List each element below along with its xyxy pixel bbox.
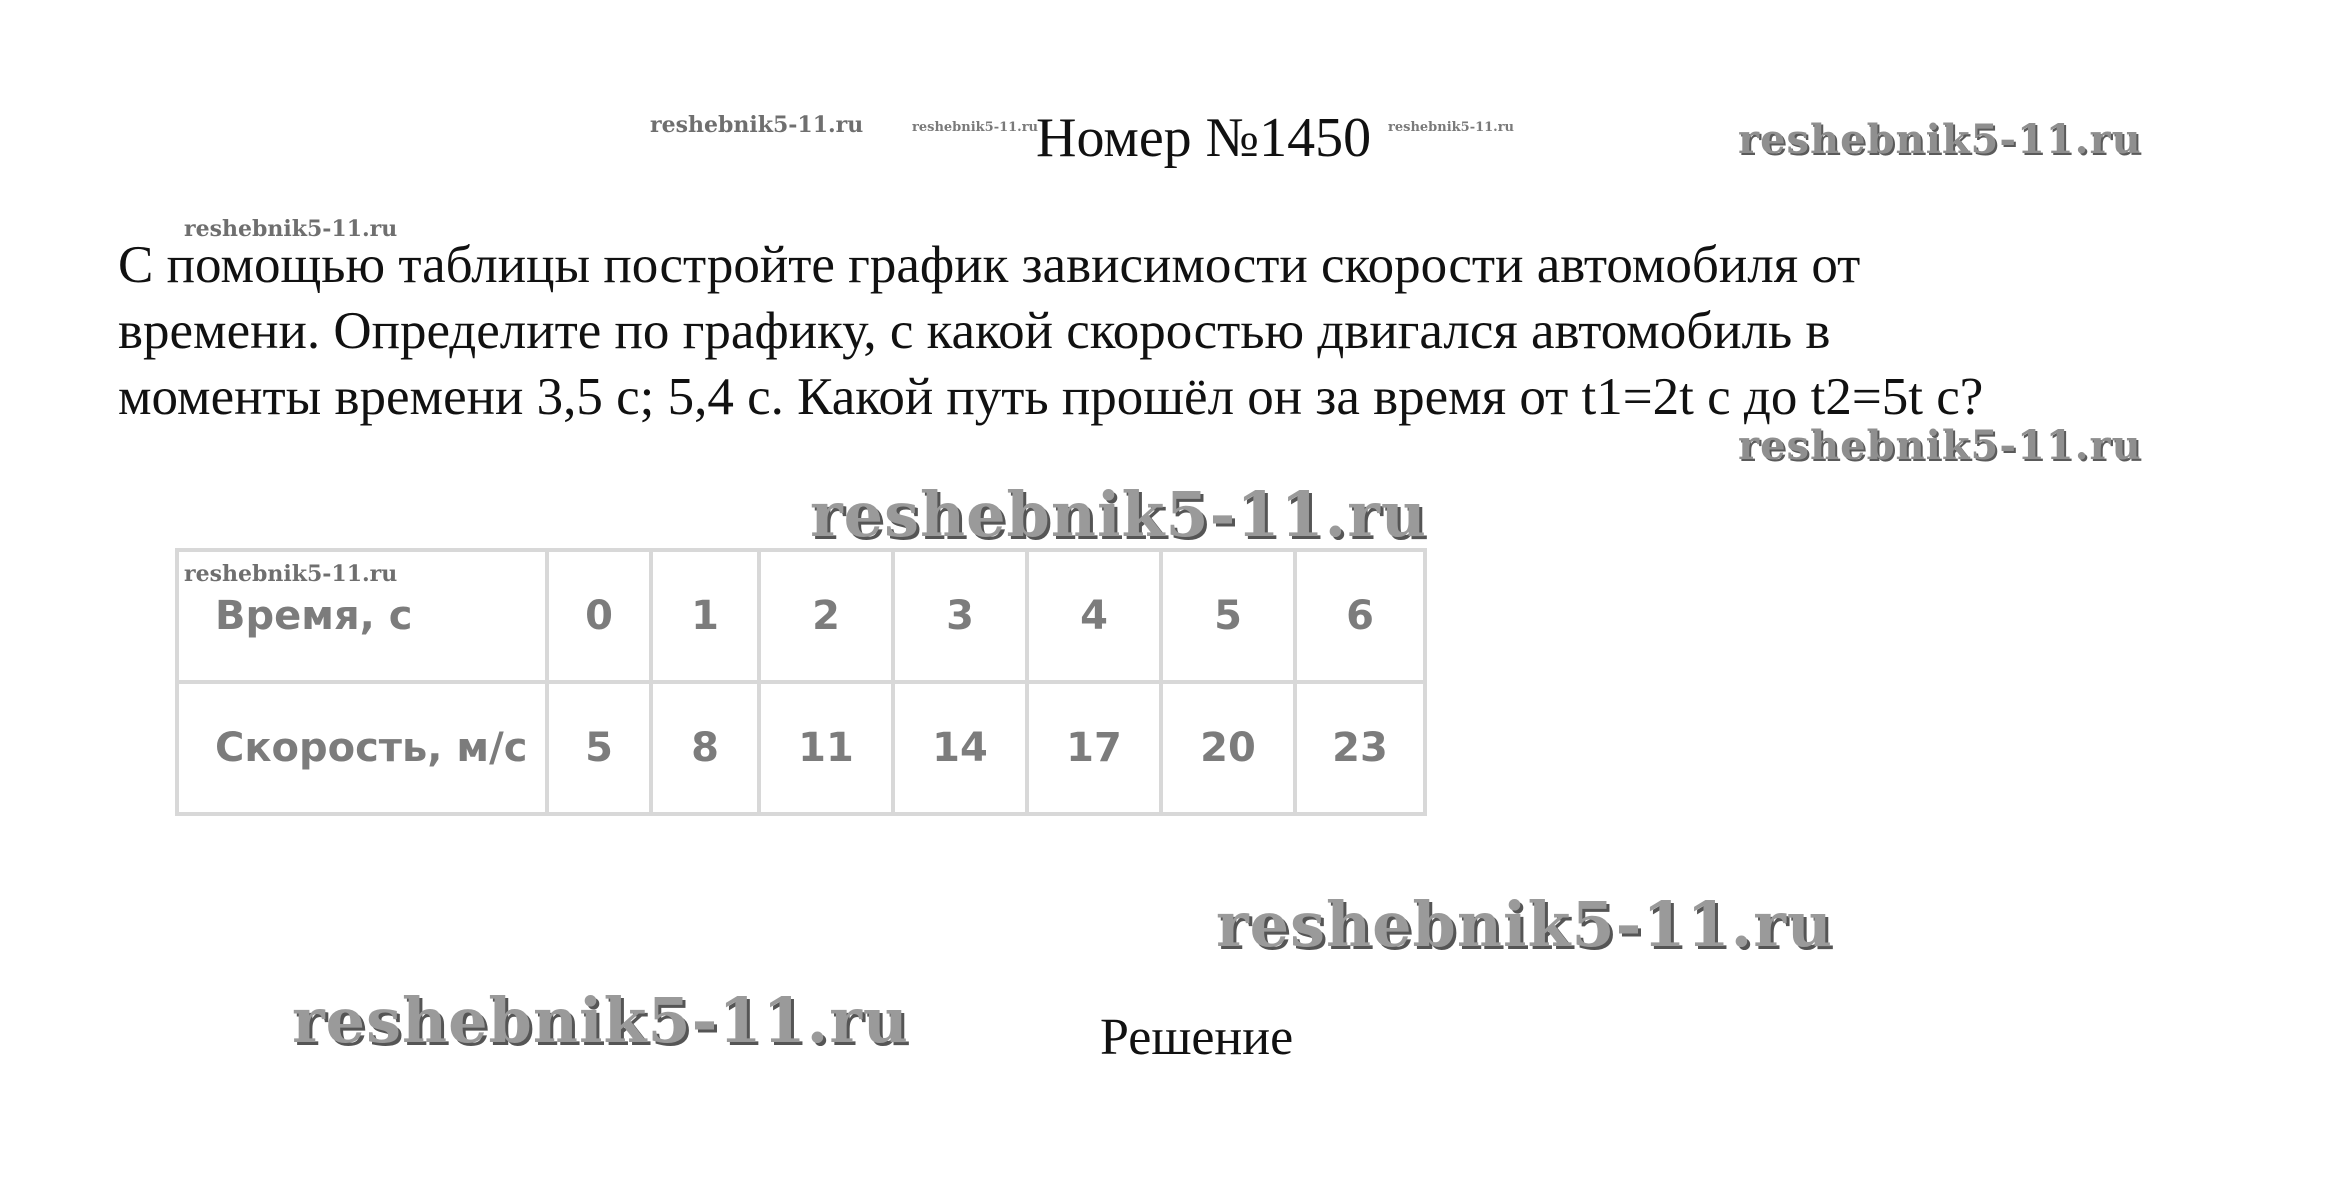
data-table bbox=[175, 548, 1427, 816]
table-cell: 1 bbox=[651, 550, 759, 682]
table-row bbox=[177, 682, 1425, 814]
table-cell: 5 bbox=[547, 682, 651, 814]
watermark: reshebnik5-11.ru bbox=[292, 984, 909, 1057]
table-cell: 23 bbox=[1295, 682, 1425, 814]
table-cell: 4 bbox=[1027, 550, 1161, 682]
watermark: reshebnik5-11.ru bbox=[810, 478, 1427, 551]
table-cell: 2 bbox=[759, 550, 893, 682]
problem-text bbox=[118, 232, 2268, 430]
table-cell: 3 bbox=[893, 550, 1027, 682]
table-cell: 11 bbox=[759, 682, 893, 814]
problem-line: моменты времени 3,5 с; 5,4 с. Какой путь прошёл он за время от t1=2t с до t2=5t с? bbox=[118, 368, 1984, 426]
watermark: reshebnik5-11.ru bbox=[1216, 888, 1833, 961]
watermark: reshebnik5-11.ru bbox=[1388, 120, 1515, 135]
watermark: reshebnik5-11.ru bbox=[650, 112, 864, 138]
table-row bbox=[177, 550, 1425, 682]
problem-line: времени. Определите по графику, с какой скоростью двигался автомобиль в bbox=[118, 302, 1831, 360]
table-cell: 8 bbox=[651, 682, 759, 814]
table-cell: 17 bbox=[1027, 682, 1161, 814]
row-header: Время, с bbox=[177, 550, 547, 682]
table-cell: 20 bbox=[1161, 682, 1295, 814]
table-cell: 6 bbox=[1295, 550, 1425, 682]
problem-line: С помощью таблицы постройте график зависимости скорости автомобиля от bbox=[118, 236, 1861, 294]
table-cell: 14 bbox=[893, 682, 1027, 814]
page-title: Номер №1450 bbox=[1036, 107, 1372, 169]
table-cell: 5 bbox=[1161, 550, 1295, 682]
watermark: reshebnik5-11.ru bbox=[912, 120, 1039, 135]
solution-heading: Решение bbox=[1100, 1009, 1294, 1066]
watermark: reshebnik5-11.ru bbox=[1738, 116, 2142, 163]
watermark: reshebnik5-11.ru bbox=[184, 216, 398, 242]
watermark: reshebnik5-11.ru bbox=[184, 561, 398, 587]
watermark: reshebnik5-11.ru bbox=[1738, 422, 2142, 469]
table-cell: 0 bbox=[547, 550, 651, 682]
row-header: Скорость, м/с bbox=[177, 682, 547, 814]
